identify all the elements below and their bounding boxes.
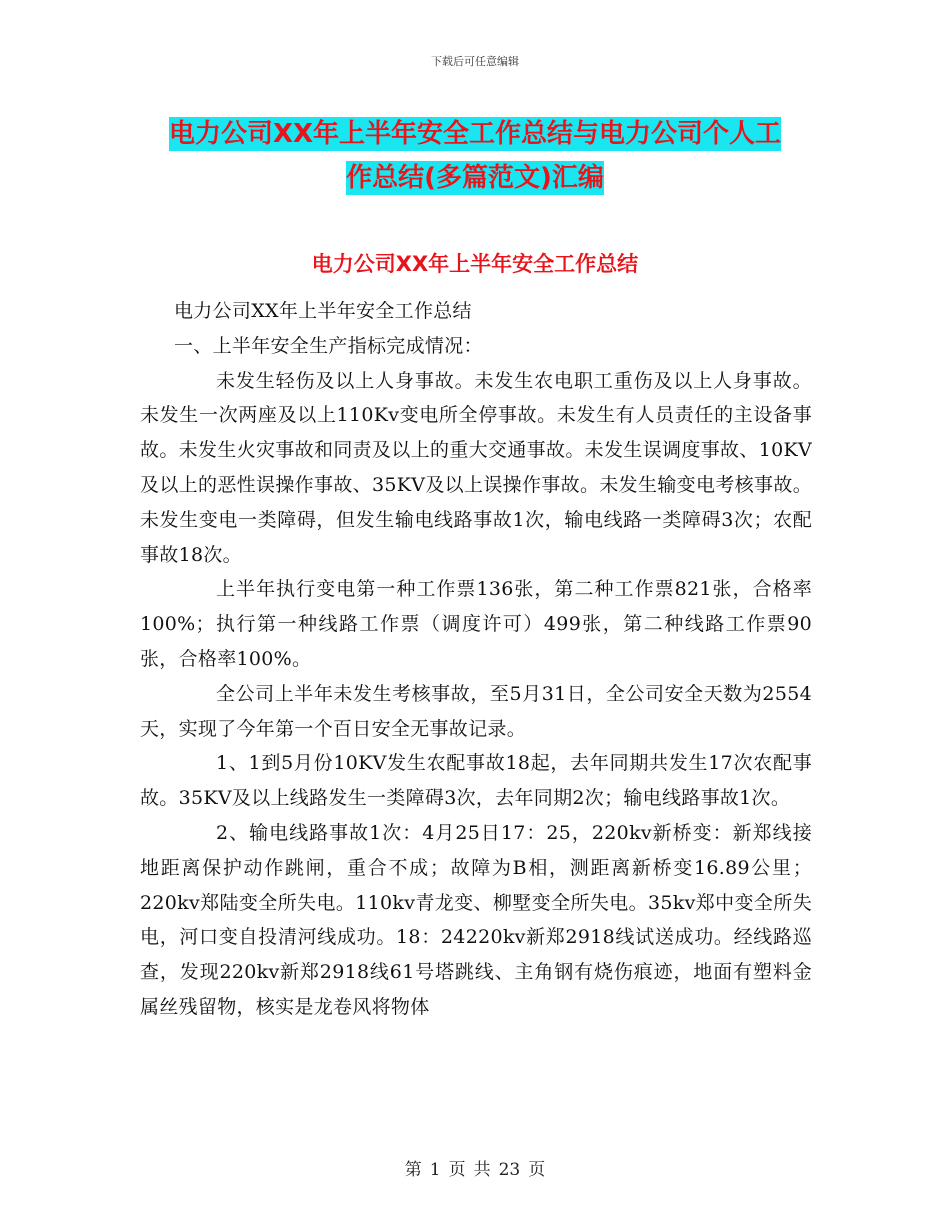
- paragraph: 全公司上半年未发生考核事故，至5月31日，全公司安全天数为2554天，实现了今年第一个百日安全无事故记录。: [140, 682, 812, 740]
- footer-suffix: 页: [528, 1160, 546, 1180]
- footer-page-number: 1: [429, 1160, 441, 1180]
- document-title-line-1: 电力公司XX年上半年安全工作总结与电力公司个人工: [168, 119, 782, 149]
- footer-total-word: 共: [473, 1160, 491, 1180]
- footer-prefix: 第: [404, 1160, 422, 1180]
- paragraph-subtitle: 电力公司XX年上半年安全工作总结: [174, 300, 472, 322]
- paragraph: 上半年执行变电第一种工作票136张，第二种工作票821张，合格率100%；执行第一种线路工作票（调度许可）499张，第二种线路工作票90张，合格率100%。: [140, 578, 812, 670]
- footer-total-pages: 23: [498, 1160, 521, 1180]
- header-note: 下载后可任意编辑: [431, 55, 519, 68]
- page-footer: [0, 1155, 950, 1180]
- paragraph-heading-1: 一、上半年安全生产指标完成情况：: [174, 334, 483, 357]
- section-title: 电力公司XX年上半年安全工作总结: [311, 252, 639, 276]
- paragraph: 2、输电线路事故1次：4月25日17：25，220kv新桥变：新郑线接地距离保护动作跳闸，重合不成；故障为B相，测距离新桥变16.89公里；220kv郑陆变全所失电。110kv青龙变、柳墅变全所失电。35kv郑中变全所失电，河口变自投清河线成功。18：24220kv新郑2918线试送成功。经线路巡查，发现220kv新郑2918线61号塔跳线、主角钢有烧伤痕迹，地面有塑料金属丝残留物，核实是龙卷风将物体: [140, 821, 812, 1018]
- document-title: [0, 112, 950, 200]
- paragraph: 未发生轻伤及以上人身事故。未发生农电职工重伤及以上人身事故。未发生一次两座及以上110Kv变电所全停事故。未发生有人员责任的主设备事故。未发生火灾事故和同责及以上的重大交通事故。未发生误调度事故、10KV及以上的恶性误操作事故、35KV及以上误操作事故。未发生输变电考核事故。未发生变电一类障碍，但发生输电线路事故1次，输电线路一类障碍3次；农配事故18次。: [140, 369, 812, 566]
- document-title-line-2: 作总结(多篇范文)汇编: [346, 163, 604, 193]
- paragraph: 1、1到5月份10KV发生农配事故18起，去年同期共发生17次农配事故。35KV及以上线路发生一类障碍3次，去年同期2次；输电线路事故1次。: [140, 752, 812, 810]
- document-body: [140, 294, 812, 1025]
- footer-page-word: 页: [448, 1160, 466, 1180]
